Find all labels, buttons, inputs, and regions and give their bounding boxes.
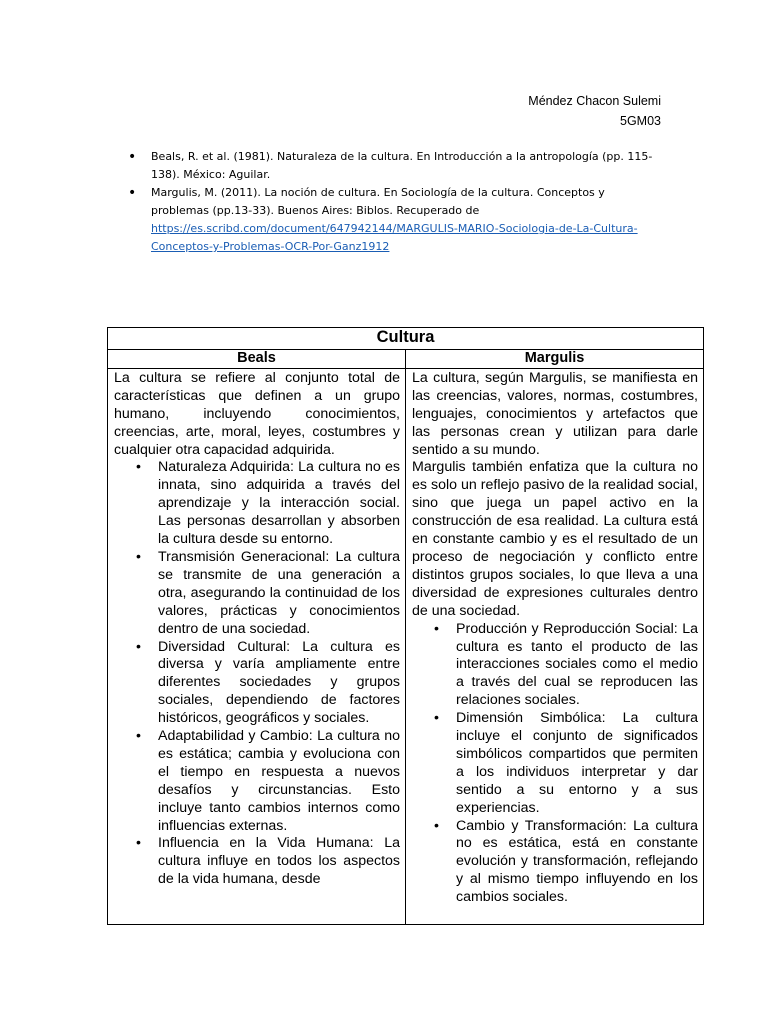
list-item: • Influencia en la Vida Humana: La cultura influye en todos los aspectos de la vida humana, desde — [158, 835, 400, 889]
column-header-margulis: Margulis — [406, 350, 704, 369]
list-item: • Diversidad Cultural: La cultura es diversa y varía ampliamente entre diferentes sociedades y grupos sociales, dependiendo de factores históricos, geográficos y sociales. — [158, 639, 400, 729]
column-header-beals: Beals — [108, 350, 406, 369]
beals-intro: La cultura se refiere al conjunto total de características que definen a un grupo humano, incluyendo conocimientos, creencias, arte, moral, leyes, costumbres y cualquier otra capacidad adquirida. — [114, 369, 400, 458]
list-item: • Dimensión Simbólica: La cultura incluye el conjunto de significados simbólicos compartidos que permiten a los individuos interpretar y dar sentido a su entorno y a sus experiencias. — [456, 710, 698, 817]
document-header — [528, 91, 661, 131]
reference-link[interactable]: https://es.scribd.com/document/647942144/MARGULIS-MARIO-Sociologia-de-La-Cultura-Conceptos-y-Problemas-OCR-Por-Ganz1912 — [151, 222, 638, 253]
margulis-bullet-list — [412, 621, 698, 908]
reference-text: Margulis, M. (2011). La noción de cultura. En Sociología de la cultura. Conceptos y problemas (pp.13-33). Buenos Aires: Biblos. Recuperado de — [151, 186, 605, 217]
reference-list — [122, 148, 662, 256]
list-item: • Cambio y Transformación: La cultura no es estática, está en constante evolución y transformación, reflejando y al mismo tiempo influyendo en los cambios sociales. — [456, 818, 698, 908]
beals-cell — [108, 368, 406, 924]
list-item: • Adaptabilidad y Cambio: La cultura no es estática; cambia y evoluciona con el tiempo en respuesta a nuevos desafíos y circunstancias. Esto incluye tanto cambios internos como influencias externas. — [158, 728, 400, 835]
table-title: Cultura — [108, 328, 704, 350]
author-name: Méndez Chacon Sulemi — [528, 94, 661, 108]
group-code: 5GM03 — [620, 114, 661, 128]
list-item: • Naturaleza Adquirida: La cultura no es innata, sino adquirida a través del aprendizaje y la interacción social. Las personas desarrollan y absorben la cultura desde su entorno. — [158, 459, 400, 549]
margulis-cell — [406, 368, 704, 924]
reference-text: Beals, R. et al. (1981). Naturaleza de la cultura. En Introducción a la antropología (pp. 115-138). México: Aguilar. — [151, 150, 653, 181]
reference-item-margulis — [122, 184, 662, 256]
margulis-intro-2: Margulis también enfatiza que la cultura no es solo un reflejo pasivo de la realidad social, sino que juega un papel activo en la construcción de esa realidad. La cultura está en constante cambio y es el resultado de un proceso de negociación y conflicto entre distintos grupos sociales, lo que lleva a una diversidad de expresiones culturales dentro de una sociedad. — [412, 459, 698, 619]
beals-bullet-list — [114, 459, 400, 889]
margulis-intro: La cultura, según Margulis, se manifiesta en las creencias, valores, normas, costumbres, lenguajes, conocimientos y artefactos que las personas crean y utilizan para darle sentido a su mundo. — [412, 369, 698, 458]
culture-comparison-table — [107, 327, 704, 925]
list-item: • Producción y Reproducción Social: La cultura es tanto el producto de las interacciones sociales como el medio a través del cual se reproducen las relaciones sociales. — [456, 621, 698, 711]
list-item: • Transmisión Generacional: La cultura se transmite de una generación a otra, asegurando la continuidad de los valores, prácticas y conocimientos dentro de una sociedad. — [158, 549, 400, 639]
reference-item-beals — [122, 148, 662, 184]
